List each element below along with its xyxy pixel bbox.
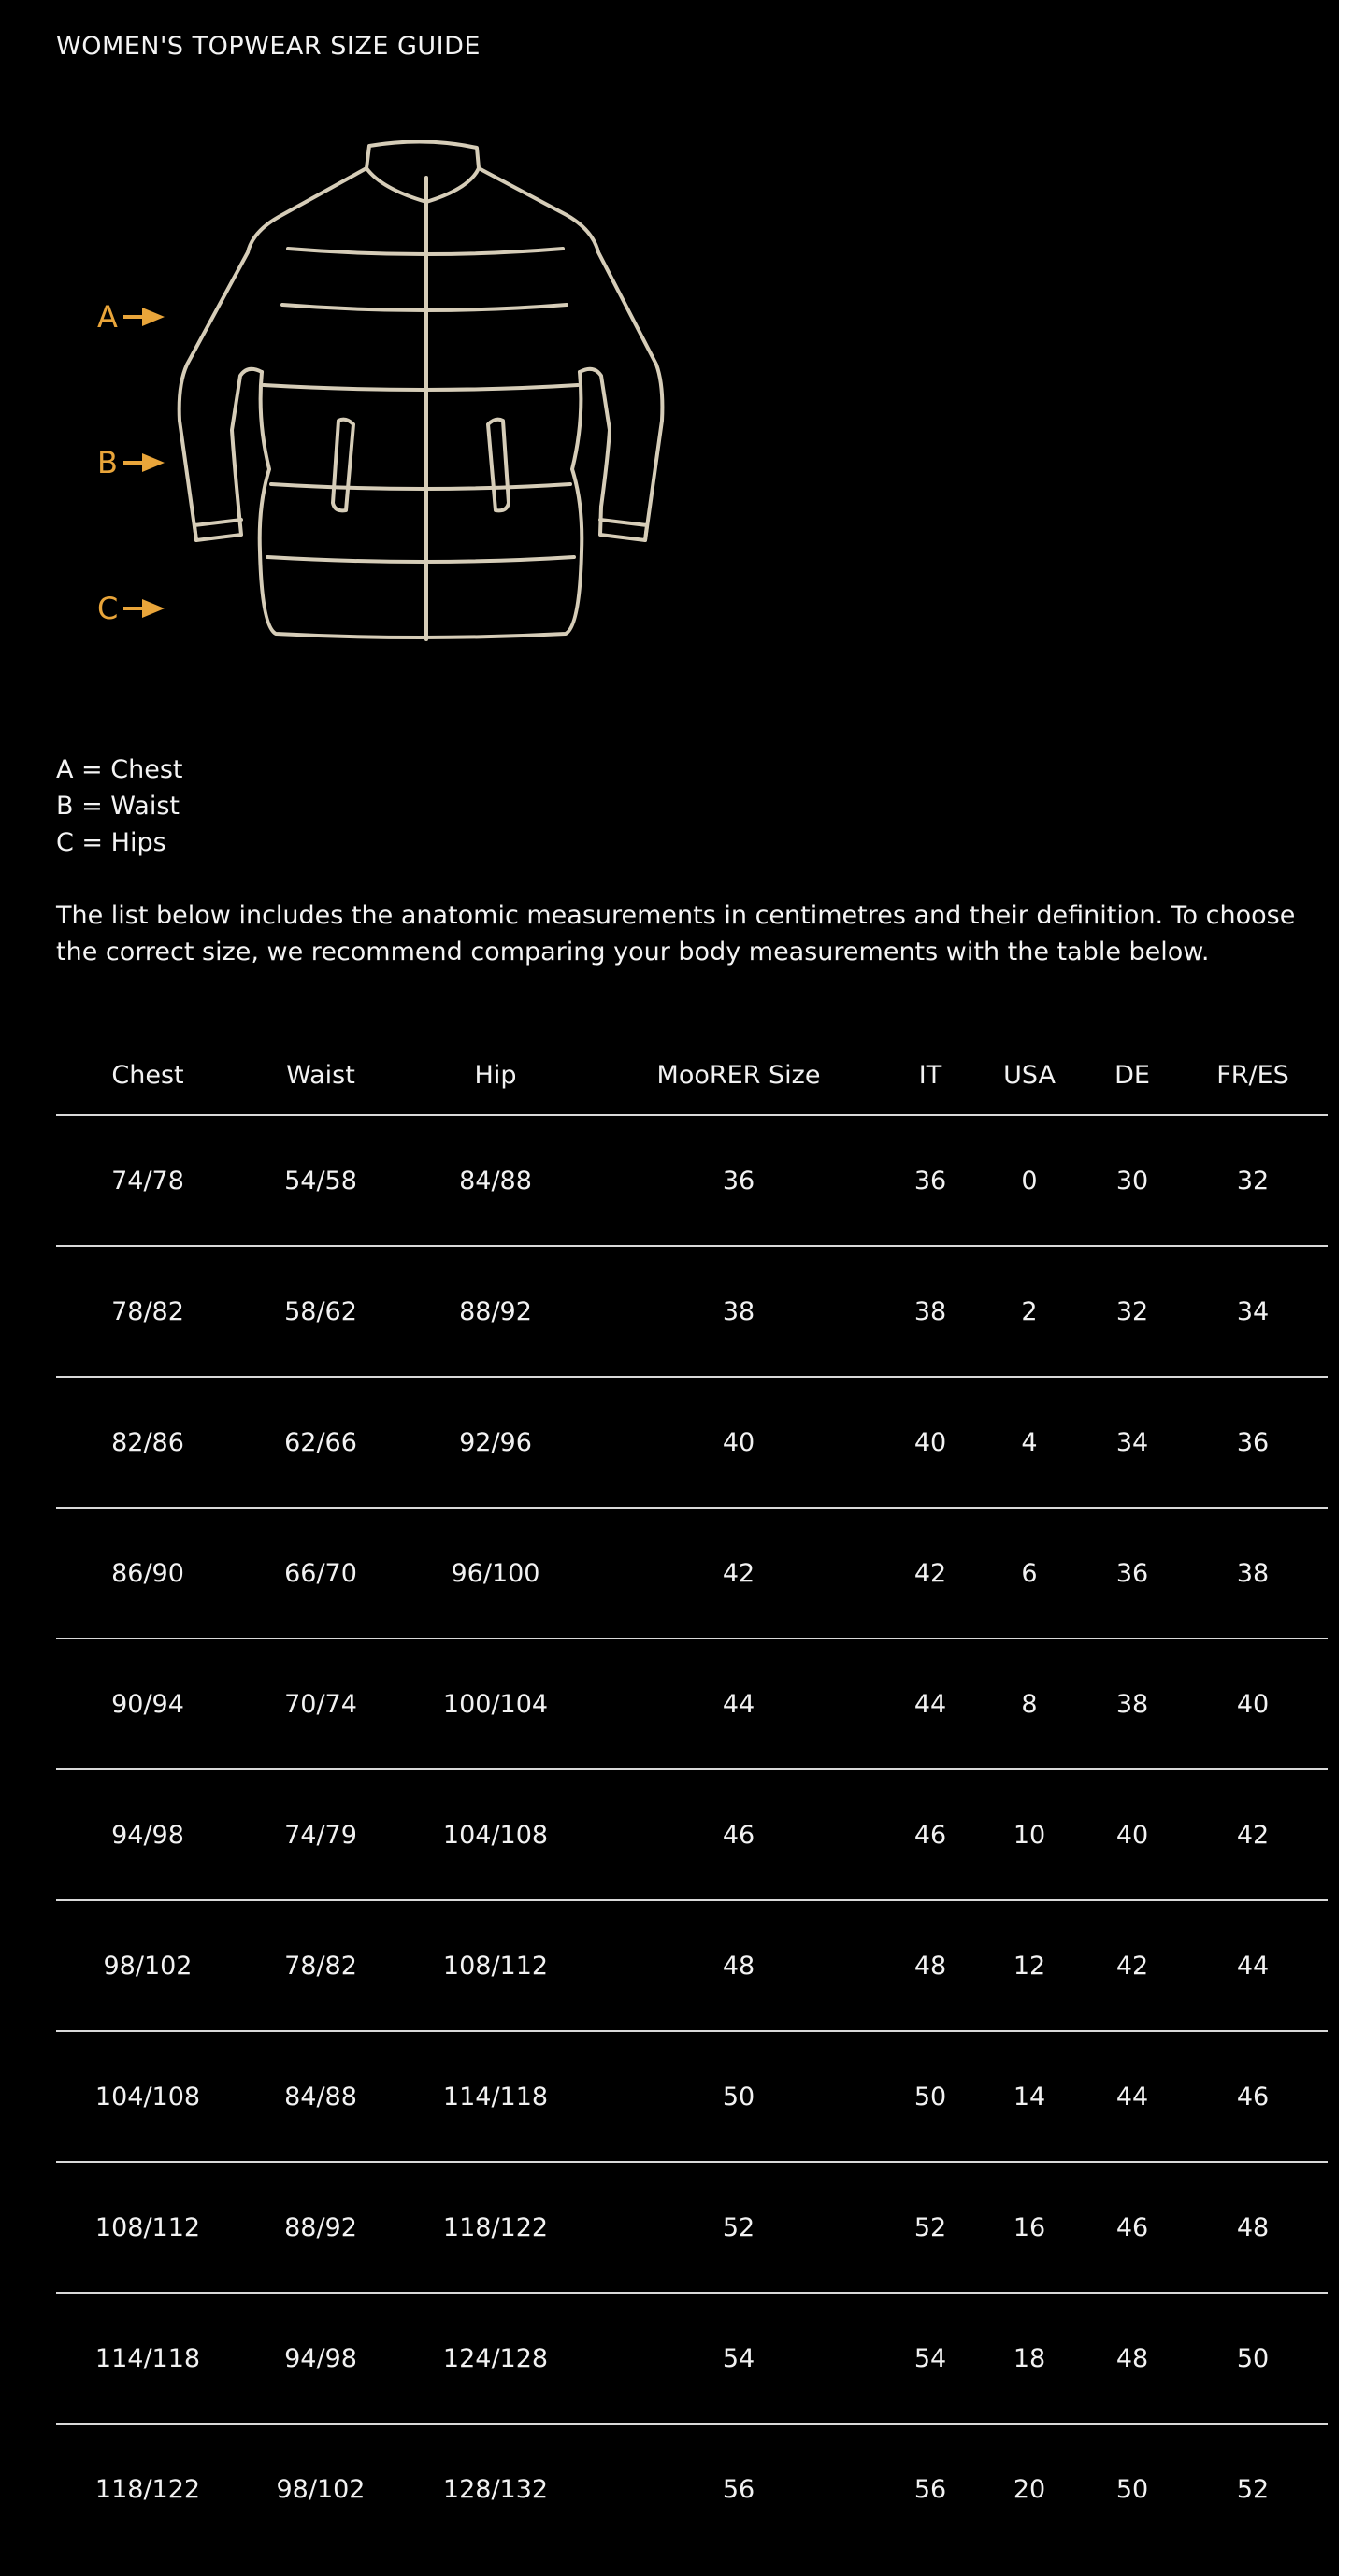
cell-it: 42	[888, 1508, 972, 1639]
cell-waist: 98/102	[276, 2474, 366, 2504]
cell-chest: 114/118	[56, 2293, 239, 2424]
cell-de: 50	[1115, 2474, 1149, 2504]
cell-waist: 94/98	[239, 2293, 402, 2424]
cell-moorer-size: 36	[589, 1115, 888, 1246]
table-row	[56, 1115, 1328, 1246]
marker-c	[97, 590, 181, 627]
cell-waist: 58/62	[239, 1246, 402, 1377]
cell-moorer-size: 40	[589, 1377, 888, 1508]
cell-fr-es: 50	[1178, 2293, 1328, 2424]
intro-paragraph: The list below includes the anatomic measurements in centimetres and their definition. To choose the correct size, we recommend comparing your body measurements with the table below.	[56, 901, 1296, 966]
cell-it: 52	[888, 2162, 972, 2293]
header-fr-es: FR/ES	[1178, 1036, 1328, 1115]
cell-usa: 4	[972, 1377, 1086, 1508]
jacket-illustration	[84, 140, 683, 645]
cell-chest: 78/82	[56, 1246, 239, 1377]
cell-hip: 96/100	[402, 1508, 589, 1639]
cell-usa: 12	[972, 1900, 1086, 2031]
marker-b-letter: B	[97, 445, 118, 480]
measurement-legend	[56, 751, 183, 861]
cell-de: 46	[1086, 2162, 1178, 2293]
cell-moorer-size: 38	[589, 1246, 888, 1377]
cell-fr-es: 36	[1178, 1377, 1328, 1508]
table-row	[56, 1769, 1328, 1900]
cell-fr-es: 48	[1178, 2162, 1328, 2293]
arrow-right-icon	[122, 451, 168, 474]
cell-chest: 118/122	[94, 2474, 201, 2504]
cell-chest: 94/98	[56, 1769, 239, 1900]
cell-usa: 0	[972, 1115, 1086, 1246]
cell-hip: 128/132	[442, 2474, 549, 2504]
cell-chest: 104/108	[56, 2031, 239, 2162]
cell-chest: 90/94	[56, 1639, 239, 1769]
cell-de: 34	[1086, 1377, 1178, 1508]
cell-hip: 114/118	[402, 2031, 589, 2162]
jacket-body-outline	[180, 168, 663, 540]
cell-it: 50	[888, 2031, 972, 2162]
table-header-row	[56, 1036, 1328, 1115]
marker-c-letter: C	[97, 591, 119, 626]
cell-usa: 8	[972, 1639, 1086, 1769]
header-hip: Hip	[402, 1036, 589, 1115]
cell-hip: 100/104	[402, 1639, 589, 1769]
cell-usa: 14	[972, 2031, 1086, 2162]
header-chest: Chest	[56, 1036, 239, 1115]
legend-item-hips: C = Hips	[56, 828, 166, 857]
page-title: WOMEN'S TOPWEAR SIZE GUIDE	[56, 32, 481, 61]
cell-it: 48	[888, 1900, 972, 2031]
table-row	[56, 2293, 1328, 2424]
cell-de: 32	[1086, 1246, 1178, 1377]
header-moorer-size: MooRER Size	[589, 1036, 888, 1115]
cell-de: 30	[1086, 1115, 1178, 1246]
header-waist: Waist	[239, 1036, 402, 1115]
cell-waist: 54/58	[239, 1115, 402, 1246]
cell-hip: 92/96	[402, 1377, 589, 1508]
cell-usa: 6	[972, 1508, 1086, 1639]
cell-fr-es: 52	[1236, 2474, 1270, 2504]
table-row	[56, 1639, 1328, 1769]
cell-usa: 2	[972, 1246, 1086, 1377]
cell-it: 36	[888, 1115, 972, 1246]
cell-chest: 82/86	[56, 1377, 239, 1508]
cell-moorer-size: 42	[589, 1508, 888, 1639]
marker-b	[97, 444, 181, 481]
cell-moorer-size: 48	[589, 1900, 888, 2031]
cell-hip: 104/108	[402, 1769, 589, 1900]
cell-de: 48	[1086, 2293, 1178, 2424]
marker-a-letter: A	[97, 299, 118, 335]
cell-waist: 78/82	[239, 1900, 402, 2031]
marker-a	[97, 298, 181, 336]
cell-hip: 84/88	[402, 1115, 589, 1246]
cell-de: 40	[1086, 1769, 1178, 1900]
cell-waist: 84/88	[239, 2031, 402, 2162]
cell-it: 38	[888, 1246, 972, 1377]
legend-item-waist: B = Waist	[56, 792, 180, 821]
cell-de: 42	[1086, 1900, 1178, 2031]
arrow-right-icon	[122, 306, 168, 328]
cell-waist: 74/79	[239, 1769, 402, 1900]
cell-fr-es: 38	[1178, 1508, 1328, 1639]
cell-fr-es: 40	[1178, 1639, 1328, 1769]
cell-waist: 88/92	[239, 2162, 402, 2293]
size-table-body	[56, 1115, 1328, 2554]
cell-fr-es: 42	[1178, 1769, 1328, 1900]
cell-chest: 74/78	[56, 1115, 239, 1246]
cell-moorer-size: 56	[722, 2474, 755, 2504]
cell-hip: 88/92	[402, 1246, 589, 1377]
cell-it: 40	[888, 1377, 972, 1508]
table-row	[56, 1377, 1328, 1508]
cell-usa: 20	[1013, 2474, 1046, 2504]
cell-chest: 98/102	[56, 1900, 239, 2031]
cell-de: 36	[1086, 1508, 1178, 1639]
cell-de: 44	[1086, 2031, 1178, 2162]
cell-it: 44	[888, 1639, 972, 1769]
table-row	[56, 2424, 1328, 2554]
cell-it: 46	[888, 1769, 972, 1900]
cell-usa: 10	[972, 1769, 1086, 1900]
table-row	[56, 1246, 1328, 1377]
cell-moorer-size: 44	[589, 1639, 888, 1769]
cell-usa: 18	[972, 2293, 1086, 2424]
cell-hip: 118/122	[402, 2162, 589, 2293]
cell-chest: 86/90	[56, 1508, 239, 1639]
table-row	[56, 1900, 1328, 2031]
cell-usa: 16	[972, 2162, 1086, 2293]
cell-waist: 66/70	[239, 1508, 402, 1639]
header-de: DE	[1086, 1036, 1178, 1115]
cell-hip: 124/128	[402, 2293, 589, 2424]
table-row	[56, 2162, 1328, 2293]
cell-fr-es: 44	[1178, 1900, 1328, 2031]
cell-fr-es: 34	[1178, 1246, 1328, 1377]
cell-it: 56	[913, 2474, 947, 2504]
cell-waist: 70/74	[239, 1639, 402, 1769]
jacket-collar	[366, 141, 479, 202]
table-row	[56, 1508, 1328, 1639]
cell-de: 38	[1086, 1639, 1178, 1769]
cell-moorer-size: 52	[589, 2162, 888, 2293]
cell-moorer-size: 46	[589, 1769, 888, 1900]
page-edge	[1339, 0, 1351, 2576]
cell-chest: 108/112	[56, 2162, 239, 2293]
cell-waist: 62/66	[239, 1377, 402, 1508]
table-row	[56, 2031, 1328, 2162]
header-it: IT	[888, 1036, 972, 1115]
cell-hip: 108/112	[402, 1900, 589, 2031]
size-table	[56, 1036, 1328, 2554]
cell-it: 54	[888, 2293, 972, 2424]
cell-moorer-size: 54	[589, 2293, 888, 2424]
cell-moorer-size: 50	[589, 2031, 888, 2162]
arrow-right-icon	[122, 597, 168, 620]
header-usa: USA	[972, 1036, 1086, 1115]
cell-fr-es: 32	[1178, 1115, 1328, 1246]
legend-item-chest: A = Chest	[56, 755, 183, 784]
cell-fr-es: 46	[1178, 2031, 1328, 2162]
